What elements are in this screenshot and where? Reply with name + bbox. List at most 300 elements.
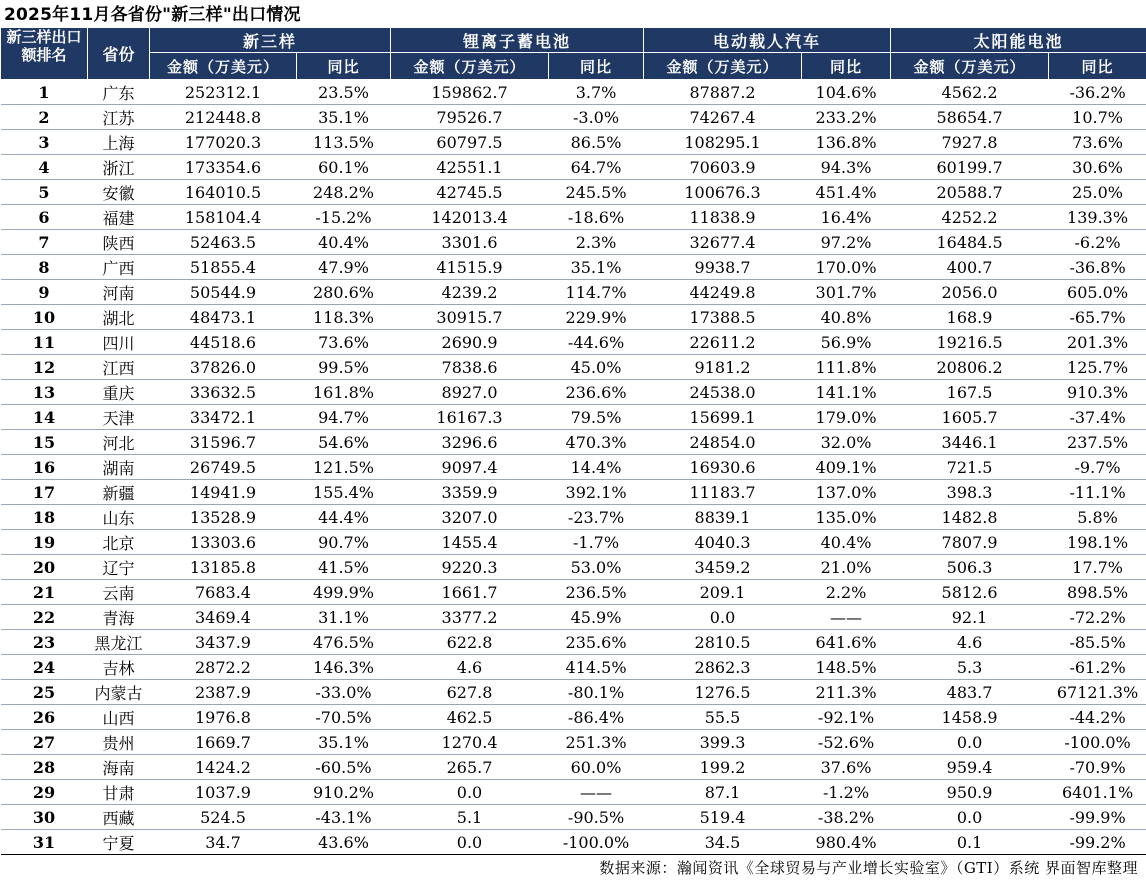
amount-solar-cell-cell: 506.3 — [891, 555, 1049, 580]
yoy-solar-cell-cell: -99.2% — [1049, 830, 1146, 855]
rank-cell: 9 — [1, 280, 88, 305]
yoy-electric-vehicle-cell: 301.7% — [802, 280, 891, 305]
yoy-lithium-battery-cell: -80.1% — [549, 680, 644, 705]
yoy-xinsanyang-cell: 35.1% — [297, 105, 391, 130]
amount-electric-vehicle-cell: 15699.1 — [644, 405, 802, 430]
table-header — [1, 28, 1146, 80]
province-cell: 新疆 — [88, 480, 150, 505]
amount-electric-vehicle-cell: 199.2 — [644, 755, 802, 780]
yoy-xinsanyang-cell: -15.2% — [297, 205, 391, 230]
yoy-xinsanyang-cell: 35.1% — [297, 730, 391, 755]
amount-lithium-battery-cell: 1270.4 — [391, 730, 549, 755]
amount-xinsanyang-cell: 1037.9 — [150, 780, 297, 805]
yoy-xinsanyang-cell: 155.4% — [297, 480, 391, 505]
rank-cell: 3 — [1, 130, 88, 155]
rank-cell: 10 — [1, 305, 88, 330]
group-header-solar-cell: 太阳能电池 — [891, 28, 1146, 53]
province-cell: 宁夏 — [88, 830, 150, 855]
yoy-electric-vehicle-cell: -38.2% — [802, 805, 891, 830]
yoy-lithium-battery-cell: —— — [549, 780, 644, 805]
province-cell: 西藏 — [88, 805, 150, 830]
yoy-electric-vehicle-cell: 40.8% — [802, 305, 891, 330]
amount-xinsanyang-cell: 26749.5 — [150, 455, 297, 480]
yoy-lithium-battery-cell: 414.5% — [549, 655, 644, 680]
yoy-solar-cell-cell: 10.7% — [1049, 105, 1146, 130]
table-row — [1, 130, 1146, 155]
amount-electric-vehicle-cell: 24538.0 — [644, 380, 802, 405]
yoy-xinsanyang-cell: 41.5% — [297, 555, 391, 580]
yoy-solar-cell-cell: -36.8% — [1049, 255, 1146, 280]
amount-lithium-battery-cell: 159862.7 — [391, 80, 549, 105]
rank-cell: 29 — [1, 780, 88, 805]
amount-lithium-battery-cell: 3301.6 — [391, 230, 549, 255]
amount-solar-cell-cell: 1458.9 — [891, 705, 1049, 730]
table-row — [1, 680, 1146, 705]
amount-xinsanyang-cell: 50544.9 — [150, 280, 297, 305]
province-cell: 贵州 — [88, 730, 150, 755]
province-cell: 青海 — [88, 605, 150, 630]
rank-cell: 1 — [1, 80, 88, 105]
amount-electric-vehicle-cell: 8839.1 — [644, 505, 802, 530]
table-row — [1, 730, 1146, 755]
yoy-xinsanyang-cell: 94.7% — [297, 405, 391, 430]
amount-electric-vehicle-cell: 32677.4 — [644, 230, 802, 255]
yoy-solar-cell-cell: 125.7% — [1049, 355, 1146, 380]
yoy-solar-cell-cell: -44.2% — [1049, 705, 1146, 730]
yoy-lithium-battery-cell: 245.5% — [549, 180, 644, 205]
rank-cell: 30 — [1, 805, 88, 830]
amount-electric-vehicle-cell: 11183.7 — [644, 480, 802, 505]
yoy-solar-cell-cell: 605.0% — [1049, 280, 1146, 305]
amount-xinsanyang-cell: 1976.8 — [150, 705, 297, 730]
amount-lithium-battery-cell: 60797.5 — [391, 130, 549, 155]
yoy-electric-vehicle-cell: 136.8% — [802, 130, 891, 155]
yoy-electric-vehicle-cell: -52.6% — [802, 730, 891, 755]
yoy-electric-vehicle-cell: 16.4% — [802, 205, 891, 230]
amount-lithium-battery-cell: 0.0 — [391, 780, 549, 805]
yoy-electric-vehicle-cell: 37.6% — [802, 755, 891, 780]
amount-solar-cell-cell: 0.0 — [891, 805, 1049, 830]
yoy-xinsanyang-cell: 99.5% — [297, 355, 391, 380]
rank-cell: 22 — [1, 605, 88, 630]
amount-header: 金额（万美元） — [391, 53, 549, 80]
yoy-solar-cell-cell: -36.2% — [1049, 80, 1146, 105]
yoy-solar-cell-cell: 25.0% — [1049, 180, 1146, 205]
rank-cell: 21 — [1, 580, 88, 605]
yoy-electric-vehicle-cell: 21.0% — [802, 555, 891, 580]
yoy-electric-vehicle-cell: 641.6% — [802, 630, 891, 655]
amount-solar-cell-cell: 0.1 — [891, 830, 1049, 855]
yoy-xinsanyang-cell: 44.4% — [297, 505, 391, 530]
table-row — [1, 755, 1146, 780]
yoy-lithium-battery-cell: 251.3% — [549, 730, 644, 755]
amount-electric-vehicle-cell: 0.0 — [644, 605, 802, 630]
yoy-solar-cell-cell: -65.7% — [1049, 305, 1146, 330]
yoy-solar-cell-cell: 67121.3% — [1049, 680, 1146, 705]
yoy-electric-vehicle-cell: 148.5% — [802, 655, 891, 680]
yoy-xinsanyang-cell: 499.9% — [297, 580, 391, 605]
yoy-xinsanyang-cell: 161.8% — [297, 380, 391, 405]
yoy-lithium-battery-cell: -3.0% — [549, 105, 644, 130]
table-row — [1, 255, 1146, 280]
yoy-electric-vehicle-cell: 97.2% — [802, 230, 891, 255]
amount-lithium-battery-cell: 1661.7 — [391, 580, 549, 605]
amount-xinsanyang-cell: 1669.7 — [150, 730, 297, 755]
yoy-electric-vehicle-cell: 2.2% — [802, 580, 891, 605]
amount-solar-cell-cell: 5812.6 — [891, 580, 1049, 605]
province-cell: 福建 — [88, 205, 150, 230]
amount-xinsanyang-cell: 37826.0 — [150, 355, 297, 380]
table-row — [1, 830, 1146, 855]
yoy-xinsanyang-cell: 476.5% — [297, 630, 391, 655]
amount-xinsanyang-cell: 44518.6 — [150, 330, 297, 355]
province-cell: 湖南 — [88, 455, 150, 480]
amount-electric-vehicle-cell: 2862.3 — [644, 655, 802, 680]
amount-xinsanyang-cell: 13185.8 — [150, 555, 297, 580]
table-row — [1, 205, 1146, 230]
amount-xinsanyang-cell: 51855.4 — [150, 255, 297, 280]
amount-lithium-battery-cell: 142013.4 — [391, 205, 549, 230]
amount-lithium-battery-cell: 79526.7 — [391, 105, 549, 130]
yoy-lithium-battery-cell: -23.7% — [549, 505, 644, 530]
amount-solar-cell-cell: 4562.2 — [891, 80, 1049, 105]
amount-solar-cell-cell: 7807.9 — [891, 530, 1049, 555]
yoy-electric-vehicle-cell: 141.1% — [802, 380, 891, 405]
table-row — [1, 305, 1146, 330]
table-row — [1, 655, 1146, 680]
province-header: 省份 — [88, 28, 150, 80]
amount-electric-vehicle-cell: 3459.2 — [644, 555, 802, 580]
amount-electric-vehicle-cell: 24854.0 — [644, 430, 802, 455]
yoy-electric-vehicle-cell: 233.2% — [802, 105, 891, 130]
amount-lithium-battery-cell: 0.0 — [391, 830, 549, 855]
table-row — [1, 605, 1146, 630]
amount-solar-cell-cell: 398.3 — [891, 480, 1049, 505]
yoy-xinsanyang-cell: -43.1% — [297, 805, 391, 830]
amount-lithium-battery-cell: 41515.9 — [391, 255, 549, 280]
source-note: 数据来源：瀚闻资讯《全球贸易与产业增长实验室》（GTI）系统 界面智库整理 — [599, 859, 1138, 877]
amount-header: 金额（万美元） — [150, 53, 297, 80]
rank-cell: 6 — [1, 205, 88, 230]
yoy-electric-vehicle-cell: —— — [802, 605, 891, 630]
province-cell: 安徽 — [88, 180, 150, 205]
yoy-electric-vehicle-cell: 211.3% — [802, 680, 891, 705]
table-row — [1, 780, 1146, 805]
rank-cell: 4 — [1, 155, 88, 180]
yoy-lithium-battery-cell: 86.5% — [549, 130, 644, 155]
rank-cell: 16 — [1, 455, 88, 480]
province-cell: 江西 — [88, 355, 150, 380]
yoy-solar-cell-cell: -6.2% — [1049, 230, 1146, 255]
amount-xinsanyang-cell: 3469.4 — [150, 605, 297, 630]
amount-xinsanyang-cell: 1424.2 — [150, 755, 297, 780]
province-cell: 上海 — [88, 130, 150, 155]
yoy-electric-vehicle-cell: 104.6% — [802, 80, 891, 105]
table-row — [1, 405, 1146, 430]
yoy-electric-vehicle-cell: 40.4% — [802, 530, 891, 555]
yoy-lithium-battery-cell: -86.4% — [549, 705, 644, 730]
amount-electric-vehicle-cell: 519.4 — [644, 805, 802, 830]
yoy-electric-vehicle-cell: 111.8% — [802, 355, 891, 380]
rank-cell: 26 — [1, 705, 88, 730]
province-cell: 吉林 — [88, 655, 150, 680]
amount-lithium-battery-cell: 42745.5 — [391, 180, 549, 205]
yoy-lithium-battery-cell: 45.0% — [549, 355, 644, 380]
yoy-lithium-battery-cell: -100.0% — [549, 830, 644, 855]
amount-solar-cell-cell: 167.5 — [891, 380, 1049, 405]
yoy-lithium-battery-cell: 60.0% — [549, 755, 644, 780]
yoy-xinsanyang-cell: 121.5% — [297, 455, 391, 480]
yoy-solar-cell-cell: 201.3% — [1049, 330, 1146, 355]
amount-xinsanyang-cell: 31596.7 — [150, 430, 297, 455]
amount-electric-vehicle-cell: 70603.9 — [644, 155, 802, 180]
yoy-electric-vehicle-cell: 56.9% — [802, 330, 891, 355]
amount-xinsanyang-cell: 34.7 — [150, 830, 297, 855]
yoy-electric-vehicle-cell: -92.1% — [802, 705, 891, 730]
yoy-electric-vehicle-cell: 94.3% — [802, 155, 891, 180]
rank-cell: 13 — [1, 380, 88, 405]
rank-cell: 2 — [1, 105, 88, 130]
yoy-lithium-battery-cell: 470.3% — [549, 430, 644, 455]
province-cell: 浙江 — [88, 155, 150, 180]
yoy-solar-cell-cell: -11.1% — [1049, 480, 1146, 505]
province-cell: 河南 — [88, 280, 150, 305]
yoy-lithium-battery-cell: 236.5% — [549, 580, 644, 605]
yoy-xinsanyang-cell: 43.6% — [297, 830, 391, 855]
yoy-lithium-battery-cell: 3.7% — [549, 80, 644, 105]
amount-solar-cell-cell: 7927.8 — [891, 130, 1049, 155]
yoy-xinsanyang-cell: -60.5% — [297, 755, 391, 780]
amount-xinsanyang-cell: 33632.5 — [150, 380, 297, 405]
yoy-electric-vehicle-cell: 409.1% — [802, 455, 891, 480]
rank-cell: 27 — [1, 730, 88, 755]
table-row — [1, 580, 1146, 605]
province-cell: 四川 — [88, 330, 150, 355]
amount-xinsanyang-cell: 7683.4 — [150, 580, 297, 605]
amount-xinsanyang-cell: 2387.9 — [150, 680, 297, 705]
amount-solar-cell-cell: 1482.8 — [891, 505, 1049, 530]
yoy-solar-cell-cell: 17.7% — [1049, 555, 1146, 580]
table-row — [1, 355, 1146, 380]
amount-electric-vehicle-cell: 87.1 — [644, 780, 802, 805]
amount-lithium-battery-cell: 462.5 — [391, 705, 549, 730]
yoy-lithium-battery-cell: 79.5% — [549, 405, 644, 430]
amount-electric-vehicle-cell: 22611.2 — [644, 330, 802, 355]
yoy-solar-cell-cell: -99.9% — [1049, 805, 1146, 830]
amount-solar-cell-cell: 20806.2 — [891, 355, 1049, 380]
yoy-lithium-battery-cell: -18.6% — [549, 205, 644, 230]
amount-lithium-battery-cell: 4239.2 — [391, 280, 549, 305]
province-cell: 江苏 — [88, 105, 150, 130]
amount-solar-cell-cell: 1605.7 — [891, 405, 1049, 430]
amount-electric-vehicle-cell: 9181.2 — [644, 355, 802, 380]
amount-lithium-battery-cell: 5.1 — [391, 805, 549, 830]
amount-lithium-battery-cell: 1455.4 — [391, 530, 549, 555]
amount-solar-cell-cell: 959.4 — [891, 755, 1049, 780]
yoy-xinsanyang-cell: 146.3% — [297, 655, 391, 680]
yoy-header: 同比 — [1049, 53, 1146, 80]
amount-electric-vehicle-cell: 11838.9 — [644, 205, 802, 230]
province-cell: 云南 — [88, 580, 150, 605]
yoy-lithium-battery-cell: 14.4% — [549, 455, 644, 480]
amount-solar-cell-cell: 721.5 — [891, 455, 1049, 480]
amount-xinsanyang-cell: 13528.9 — [150, 505, 297, 530]
amount-lithium-battery-cell: 3377.2 — [391, 605, 549, 630]
yoy-solar-cell-cell: 198.1% — [1049, 530, 1146, 555]
group-header-xinsanyang: 新三样 — [150, 28, 391, 53]
yoy-solar-cell-cell: 73.6% — [1049, 130, 1146, 155]
yoy-xinsanyang-cell: 73.6% — [297, 330, 391, 355]
amount-lithium-battery-cell: 627.8 — [391, 680, 549, 705]
province-cell: 辽宁 — [88, 555, 150, 580]
yoy-solar-cell-cell: -37.4% — [1049, 405, 1146, 430]
amount-lithium-battery-cell: 8927.0 — [391, 380, 549, 405]
amount-solar-cell-cell: 19216.5 — [891, 330, 1049, 355]
rank-cell: 19 — [1, 530, 88, 555]
table-row — [1, 380, 1146, 405]
table-row — [1, 330, 1146, 355]
yoy-xinsanyang-cell: 118.3% — [297, 305, 391, 330]
page-title: 2025年11月各省份"新三样"出口情况 — [4, 5, 301, 25]
table-row — [1, 555, 1146, 580]
amount-xinsanyang-cell: 524.5 — [150, 805, 297, 830]
rank-cell: 20 — [1, 555, 88, 580]
amount-lithium-battery-cell: 9220.3 — [391, 555, 549, 580]
amount-xinsanyang-cell: 173354.6 — [150, 155, 297, 180]
rank-cell: 25 — [1, 680, 88, 705]
yoy-solar-cell-cell: -100.0% — [1049, 730, 1146, 755]
rank-cell: 28 — [1, 755, 88, 780]
amount-electric-vehicle-cell: 44249.8 — [644, 280, 802, 305]
table-row — [1, 630, 1146, 655]
yoy-electric-vehicle-cell: 980.4% — [802, 830, 891, 855]
rank-cell: 14 — [1, 405, 88, 430]
amount-xinsanyang-cell: 2872.2 — [150, 655, 297, 680]
yoy-electric-vehicle-cell: 170.0% — [802, 255, 891, 280]
amount-header: 金额（万美元） — [891, 53, 1049, 80]
amount-electric-vehicle-cell: 34.5 — [644, 830, 802, 855]
yoy-solar-cell-cell: 30.6% — [1049, 155, 1146, 180]
province-cell: 甘肃 — [88, 780, 150, 805]
yoy-xinsanyang-cell: 40.4% — [297, 230, 391, 255]
province-cell: 陕西 — [88, 230, 150, 255]
amount-solar-cell-cell: 400.7 — [891, 255, 1049, 280]
amount-xinsanyang-cell: 33472.1 — [150, 405, 297, 430]
rank-cell: 23 — [1, 630, 88, 655]
yoy-xinsanyang-cell: -33.0% — [297, 680, 391, 705]
amount-lithium-battery-cell: 3207.0 — [391, 505, 549, 530]
yoy-solar-cell-cell: -9.7% — [1049, 455, 1146, 480]
yoy-xinsanyang-cell: 248.2% — [297, 180, 391, 205]
yoy-xinsanyang-cell: 54.6% — [297, 430, 391, 455]
amount-solar-cell-cell: 2056.0 — [891, 280, 1049, 305]
table-row — [1, 805, 1146, 830]
yoy-lithium-battery-cell: 235.6% — [549, 630, 644, 655]
amount-electric-vehicle-cell: 209.1 — [644, 580, 802, 605]
yoy-lithium-battery-cell: 45.9% — [549, 605, 644, 630]
rank-header: 新三样出口额排名 — [1, 28, 88, 80]
yoy-xinsanyang-cell: 60.1% — [297, 155, 391, 180]
rank-cell: 17 — [1, 480, 88, 505]
rank-cell: 11 — [1, 330, 88, 355]
amount-lithium-battery-cell: 16167.3 — [391, 405, 549, 430]
table-row — [1, 155, 1146, 180]
amount-solar-cell-cell: 60199.7 — [891, 155, 1049, 180]
amount-xinsanyang-cell: 14941.9 — [150, 480, 297, 505]
amount-electric-vehicle-cell: 4040.3 — [644, 530, 802, 555]
yoy-solar-cell-cell: 898.5% — [1049, 580, 1146, 605]
yoy-solar-cell-cell: -85.5% — [1049, 630, 1146, 655]
amount-electric-vehicle-cell: 2810.5 — [644, 630, 802, 655]
amount-xinsanyang-cell: 212448.8 — [150, 105, 297, 130]
table-row — [1, 280, 1146, 305]
amount-lithium-battery-cell: 30915.7 — [391, 305, 549, 330]
amount-solar-cell-cell: 58654.7 — [891, 105, 1049, 130]
yoy-lithium-battery-cell: 392.1% — [549, 480, 644, 505]
amount-electric-vehicle-cell: 17388.5 — [644, 305, 802, 330]
rank-cell: 18 — [1, 505, 88, 530]
amount-xinsanyang-cell: 48473.1 — [150, 305, 297, 330]
yoy-electric-vehicle-cell: -1.2% — [802, 780, 891, 805]
yoy-xinsanyang-cell: 113.5% — [297, 130, 391, 155]
yoy-header: 同比 — [549, 53, 644, 80]
yoy-solar-cell-cell: 6401.1% — [1049, 780, 1146, 805]
yoy-xinsanyang-cell: 31.1% — [297, 605, 391, 630]
table-row — [1, 180, 1146, 205]
yoy-solar-cell-cell: -70.9% — [1049, 755, 1146, 780]
amount-electric-vehicle-cell: 87887.2 — [644, 80, 802, 105]
amount-solar-cell-cell: 4252.2 — [891, 205, 1049, 230]
amount-xinsanyang-cell: 52463.5 — [150, 230, 297, 255]
amount-lithium-battery-cell: 3296.6 — [391, 430, 549, 455]
group-header-lithium-battery: 锂离子蓄电池 — [391, 28, 644, 53]
amount-electric-vehicle-cell: 9938.7 — [644, 255, 802, 280]
table-row — [1, 505, 1146, 530]
rank-cell: 24 — [1, 655, 88, 680]
amount-lithium-battery-cell: 9097.4 — [391, 455, 549, 480]
amount-lithium-battery-cell: 4.6 — [391, 655, 549, 680]
amount-solar-cell-cell: 168.9 — [891, 305, 1049, 330]
yoy-lithium-battery-cell: 53.0% — [549, 555, 644, 580]
amount-solar-cell-cell: 483.7 — [891, 680, 1049, 705]
yoy-lithium-battery-cell: 64.7% — [549, 155, 644, 180]
yoy-lithium-battery-cell: 35.1% — [549, 255, 644, 280]
yoy-xinsanyang-cell: 90.7% — [297, 530, 391, 555]
yoy-solar-cell-cell: -72.2% — [1049, 605, 1146, 630]
amount-solar-cell-cell: 950.9 — [891, 780, 1049, 805]
amount-solar-cell-cell: 0.0 — [891, 730, 1049, 755]
amount-solar-cell-cell: 3446.1 — [891, 430, 1049, 455]
yoy-lithium-battery-cell: 229.9% — [549, 305, 644, 330]
province-cell: 广东 — [88, 80, 150, 105]
yoy-solar-cell-cell: 5.8% — [1049, 505, 1146, 530]
province-cell: 黑龙江 — [88, 630, 150, 655]
yoy-header: 同比 — [802, 53, 891, 80]
rank-cell: 7 — [1, 230, 88, 255]
rank-cell: 8 — [1, 255, 88, 280]
yoy-electric-vehicle-cell: 137.0% — [802, 480, 891, 505]
amount-electric-vehicle-cell: 399.3 — [644, 730, 802, 755]
amount-electric-vehicle-cell: 1276.5 — [644, 680, 802, 705]
province-cell: 天津 — [88, 405, 150, 430]
amount-lithium-battery-cell: 7838.6 — [391, 355, 549, 380]
amount-electric-vehicle-cell: 55.5 — [644, 705, 802, 730]
amount-solar-cell-cell: 16484.5 — [891, 230, 1049, 255]
amount-xinsanyang-cell: 252312.1 — [150, 80, 297, 105]
yoy-solar-cell-cell: 910.3% — [1049, 380, 1146, 405]
yoy-xinsanyang-cell: 23.5% — [297, 80, 391, 105]
amount-xinsanyang-cell: 177020.3 — [150, 130, 297, 155]
